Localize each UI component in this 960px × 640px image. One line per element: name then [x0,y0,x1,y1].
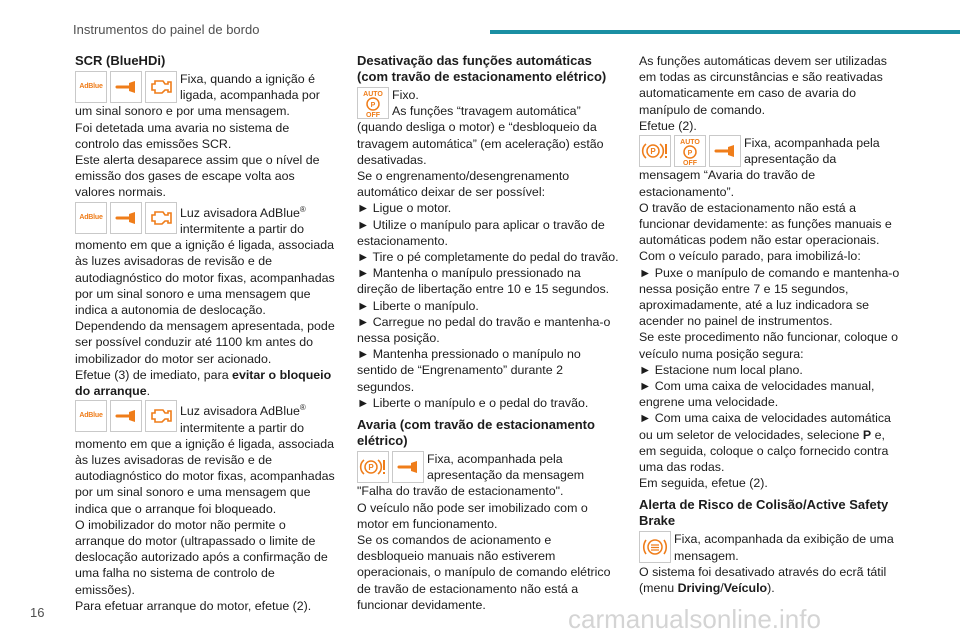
bullet-item: ► Utilize o manípulo para aplicar o travão de estacionamento. [357,217,619,249]
adblue-icon: AdBlue [75,400,107,432]
section-heading-scr: SCR (BlueHDi) [75,53,166,68]
warning-text: Fixa, acompanhada pela apresentação da mensagem [427,452,585,483]
adblue-icon: AdBlue [75,202,107,234]
bullet-item: ► Liberte o manípulo. [357,298,619,314]
warning-text: As funções “travagem automática” [392,104,581,119]
warning-row-2 [75,202,335,238]
adblue-icon: AdBlue [75,71,107,103]
bullet-item: ► Mantenha pressionado o manípulo no sentido de “Engrenamento” durante 2 segundos. [357,346,619,395]
paragraph: (quando desliga o motor) e “desbloqueio da travagem automática” (em aceleração) estão desativadas. [357,120,604,167]
bullet-item: ► Carregue no pedal do travão e mantenha-o nessa posição. [357,314,619,346]
bullet-item: ► Com uma caixa de velocidades manual, engrene uma velocidade. [639,378,901,410]
paragraph: Dependendo da mensagem apresentada, pode ser possível conduzir até 1100 km antes do imobilizador do motor ser acionado. [75,319,335,366]
svg-text:P: P [370,102,376,109]
paragraph: Em seguida, efetue (2). [639,476,768,491]
service-wrench-icon [709,135,741,167]
warning-row-auto-off [357,87,619,119]
parking-brake-fault-icon [639,135,671,167]
watermark: carmanualsonline.info [568,604,821,634]
paragraph: momento em que a ignição é ligada, associada às luzes avisadoras de revisão e de autodiagnóstico do motor fixas, acompanhadas por um sinal sonoro e uma mensagem que indica a autonomia de deslocação. [75,238,335,317]
paragraph: As funções automáticas devem ser utilizadas em todas as circunstâncias e são reativadas automaticamente em caso de avaria do manípulo de comando. [639,54,887,117]
column-3 [639,53,901,596]
paragraph: O imobilizador do motor não permite o arranque do motor (ultrapassado o limite de deslocação autorizado após a confirmação de uma falha no sistema de controlo de emissões). [75,517,328,597]
bullet-item: ► Puxe o manípulo de comando e mantenha-o nessa posição entre 7 e 15 segundos, aproximadamente, até a luz indicadora se acender no painel de instrumentos. [639,265,901,330]
column-1 [75,53,335,614]
svg-text:AUTO: AUTO [680,139,700,147]
paragraph: Para efetuar arranque do motor, efetue (2). [75,598,312,613]
page-number: 16 [30,605,45,620]
svg-text:P: P [687,150,693,158]
section-heading-fault: Avaria (com travão de estacionamento elétrico) [357,417,595,449]
service-wrench-icon [392,451,424,483]
paragraph: Se o engrenamento/desengrenamento automático deixar de ser possível: [357,169,570,200]
collision-alert-icon [639,531,671,563]
engine-diagnostic-icon [145,400,177,432]
svg-text:OFF: OFF [683,160,697,167]
svg-text:P: P [368,463,374,473]
paragraph: Foi detetada uma avaria no sistema de controlo das emissões SCR. [75,120,290,151]
paragraph: Se este procedimento não funcionar, coloque o veículo numa posição segura: [639,330,899,361]
paragraph: momento em que a ignição é ligada, associada às luzes avisadoras de revisão e de autodiagnóstico do motor fixas, acompanhadas por um sinal sonoro e uma mensagem que indica que o arranque foi bloqueado. [75,436,335,516]
warning-text-1: Fixa, quando a ignição é ligada, acompanhada por [180,72,320,103]
engine-diagnostic-icon [145,71,177,103]
paragraph: O sistema foi desativado através do ecrã tátil (menu Driving/Veículo). [639,564,887,596]
warning-row-brake-fault-2 [639,135,901,167]
warning-text: Fixo. [392,88,419,102]
paragraph: mensagem “Avaria do travão de estacionamento”. [639,168,816,199]
warning-row-1 [75,71,335,103]
bullet-item: ► Tire o pé completamente do pedal do travão. [357,249,619,265]
service-wrench-icon [110,71,142,103]
paragraph: O travão de estacionamento não está a funcionar devidamente: as funções manuais e automáticas podem não estar operacionais. [639,200,892,248]
bullet-item: ► Com uma caixa de velocidades automática ou um seletor de velocidades, selecione P e, em seguida, coloque o calço fornecido contra uma das rodas. [639,410,901,475]
paragraph: "Falha do travão de estacionamento". [357,484,564,499]
bullet-item: ► Ligue o motor. [357,200,619,216]
bullet-item: ► Mantenha o manípulo pressionado na direção de libertação entre 10 e 15 segundos. [357,265,619,297]
service-wrench-icon [110,400,142,432]
paragraph: Efetue (3) de imediato, para evitar o bloqueio do arranque. [75,367,332,398]
svg-text:OFF: OFF [366,112,380,118]
bullet-item: ► Estacione num local plano. [639,362,901,378]
column-2 [357,53,619,613]
warning-text-2: Luz avisadora AdBlue® intermitente a partir do [180,204,306,236]
svg-text:AUTO: AUTO [363,91,383,98]
engine-diagnostic-icon [145,202,177,234]
warning-text: Fixa, acompanhada pela apresentação da [744,136,880,167]
parking-brake-fault-icon [357,451,389,483]
warning-row-3 [75,400,335,436]
warning-row-collision [639,531,901,563]
warning-row-brake-fault [357,451,619,483]
auto-off-icon [357,87,389,119]
paragraph: O veículo não pode ser imobilizado com o motor em funcionamento. [357,500,588,531]
paragraph: Com o veículo parado, para imobilizá-lo: [639,249,861,264]
paragraph: Este alerta desaparece assim que o nível de emissão dos gases de escape volta aos valores normais. [75,153,320,200]
service-wrench-icon [110,202,142,234]
header-accent-bar [490,30,960,34]
svg-text:P: P [650,147,656,157]
bullet-item: ► Liberte o manípulo e o pedal do travão. [357,395,619,411]
paragraph: Se os comandos de acionamento e desbloqueio manuais não estiverem operacionais, o manípulo de comando elétrico de travão de estacionamento não está a funcionar devidamente. [357,533,611,612]
header-title: Instrumentos do painel de bordo [73,22,260,37]
auto-off-icon [674,135,706,167]
paragraph: um sinal sonoro e por uma mensagem. [75,104,290,119]
paragraph: Efetue (2). [639,118,697,133]
warning-text-3: Luz avisadora AdBlue® intermitente a partir do [180,403,306,435]
section-heading-collision: Alerta de Risco de Colisão/Active Safety Brake [639,497,889,529]
warning-text: Fixa, acompanhada da exibição de uma mensagem. [674,532,894,563]
section-heading-deactivation: Desativação das funções automáticas (com travão de estacionamento elétrico) [357,53,607,84]
